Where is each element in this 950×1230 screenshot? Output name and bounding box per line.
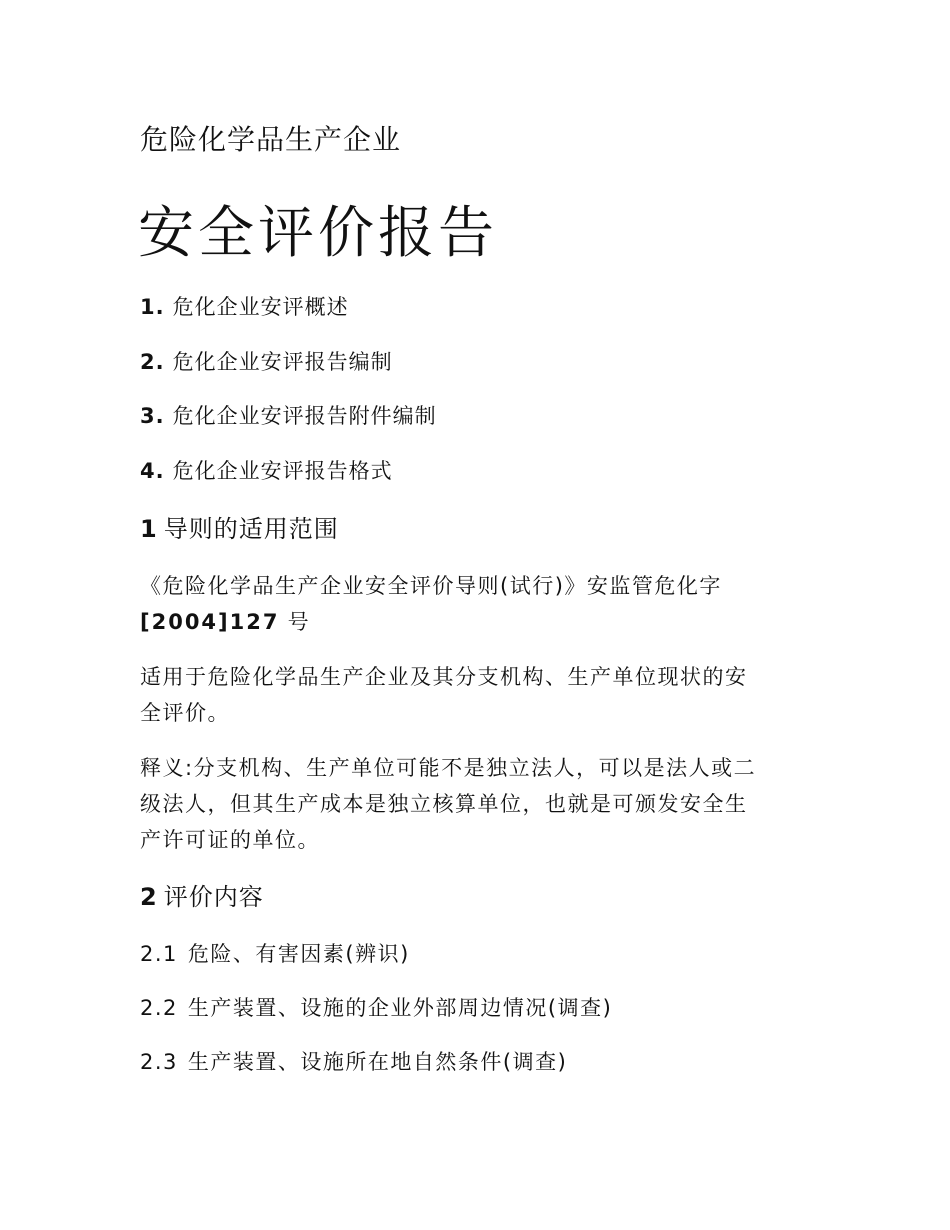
section-2-item-2 bbox=[140, 993, 612, 1023]
toc-item-1 bbox=[140, 292, 349, 322]
note-paragraph bbox=[140, 750, 820, 858]
item-number: 2.3 bbox=[140, 1050, 178, 1074]
reference-code: [2004]127 bbox=[140, 610, 280, 634]
reference-line-2 bbox=[140, 604, 820, 640]
item-text: 生产装置、设施的企业外部周边情况(调查) bbox=[187, 996, 613, 1020]
item-text: 生产装置、设施所在地自然条件(调查) bbox=[187, 1050, 568, 1074]
section-number: 1 bbox=[140, 515, 158, 543]
scope-line-1: 适用于危险化学品生产企业及其分支机构、生产单位现状的安 bbox=[140, 665, 748, 689]
toc-text: 危化企业安评报告编制 bbox=[172, 350, 393, 374]
scope-line-2: 全评价。 bbox=[140, 701, 230, 725]
toc-number: 4. bbox=[140, 459, 165, 483]
section-2-item-3 bbox=[140, 1047, 567, 1077]
toc-text: 危化企业安评报告格式 bbox=[172, 459, 393, 483]
document-title: 安全评价报告 bbox=[138, 201, 498, 266]
section-title: 评价内容 bbox=[163, 883, 264, 911]
toc-number: 3. bbox=[140, 404, 165, 428]
item-number: 2.2 bbox=[140, 996, 178, 1020]
toc-text: 危化企业安评概述 bbox=[172, 295, 349, 319]
section-title: 导则的适用范围 bbox=[163, 515, 339, 543]
note-line-2: 级法人，但其生产成本是独立核算单位，也就是可颁发安全生 bbox=[140, 792, 748, 816]
section-number: 2 bbox=[140, 883, 158, 911]
toc-item-2 bbox=[140, 347, 393, 377]
reference-paragraph bbox=[140, 568, 820, 640]
reference-line-1: 《危险化学品生产企业安全评价导则(试行)》安监管危化字 bbox=[140, 574, 722, 598]
toc-item-3 bbox=[140, 401, 437, 431]
toc-number: 2. bbox=[140, 350, 165, 374]
item-text: 危险、有害因素(辨识) bbox=[187, 942, 410, 966]
toc-text: 危化企业安评报告附件编制 bbox=[172, 404, 437, 428]
toc-number: 1. bbox=[140, 295, 165, 319]
toc-item-4 bbox=[140, 456, 393, 486]
section-2-heading bbox=[140, 880, 264, 914]
item-number: 2.1 bbox=[140, 942, 178, 966]
document-subtitle: 危险化学品生产企业 bbox=[140, 123, 402, 156]
section-1-heading bbox=[140, 512, 339, 546]
scope-paragraph bbox=[140, 659, 820, 731]
note-line-3: 产许可证的单位。 bbox=[140, 828, 320, 852]
reference-suffix: 号 bbox=[287, 610, 311, 634]
note-line-1: 释义:分支机构、生产单位可能不是独立法人，可以是法人或二 bbox=[140, 756, 757, 780]
section-2-item-1 bbox=[140, 939, 410, 969]
